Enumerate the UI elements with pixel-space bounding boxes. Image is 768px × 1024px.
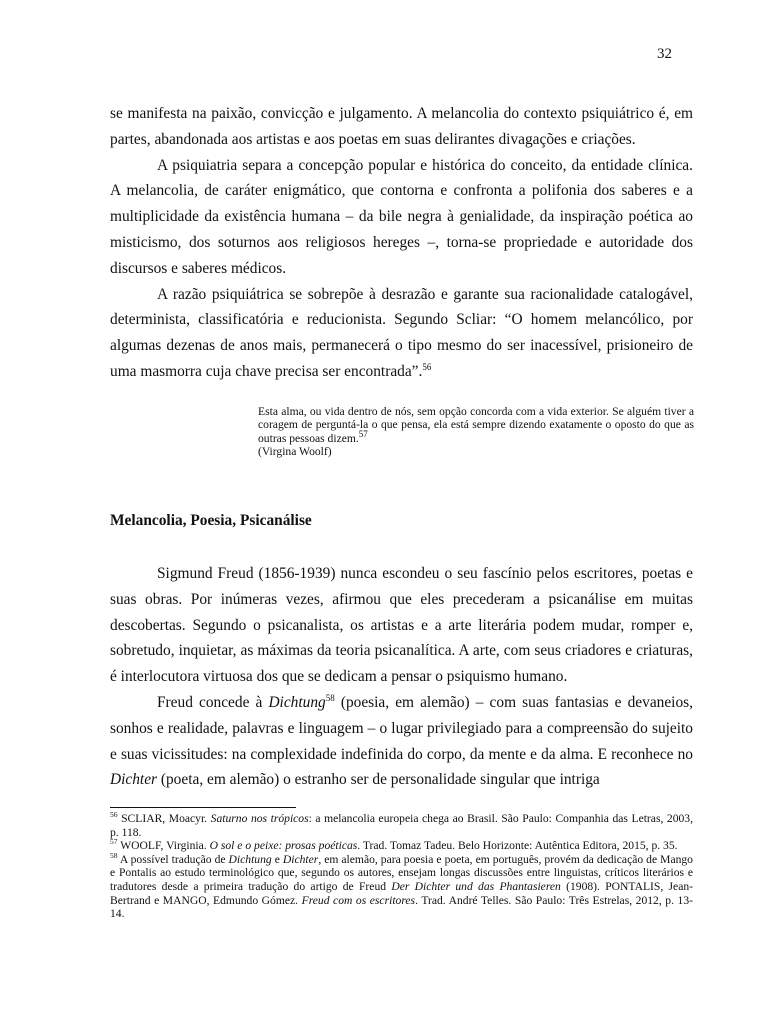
paragraph-continuation: se manifesta na paixão, convicção e julgamento. A melancolia do contexto psiquiátrico é, em partes, abandonada aos artistas e aos poetas em suas delirantes divagações e criações. bbox=[110, 105, 693, 148]
paragraph-psiquiatria: A psiquiatria separa a concepção popular e histórica do conceito, da entidade clínica. A melancolia, de caráter enigmático, que contorna e confronta a polifonia dos saberes e a multiplicidade da existência humana – da bile negra à genialidade, da inspiração poética ao misticismo, dos soturnos aos religiosos hereges –, torna-se propriedade e autoridade dos discursos e saberes médicos. bbox=[110, 156, 693, 277]
body-text-top bbox=[110, 101, 693, 385]
block-quote-attribution: (Virgina Woolf) bbox=[258, 445, 332, 459]
footnotes bbox=[110, 812, 693, 921]
footnote-58-text-e: . Trad. André Telles. São Paulo: Três Estrelas, 2012, p. 13-14. bbox=[110, 893, 693, 921]
footnote-56 bbox=[110, 812, 693, 839]
paragraph-freud-dichtung bbox=[110, 690, 693, 793]
body-text-section bbox=[110, 561, 693, 793]
footnote-ref-58[interactable]: 58 bbox=[325, 692, 335, 703]
footnote-58-term-dichtung: Dichtung bbox=[228, 852, 272, 866]
footnote-57-title: O sol e o peixe: prosas poéticas bbox=[209, 839, 358, 853]
footnote-58-text-b: e bbox=[271, 852, 283, 866]
footnote-ref-56[interactable]: 56 bbox=[422, 361, 432, 372]
footnote-56-number: 56 bbox=[110, 810, 118, 820]
block-quote bbox=[258, 405, 694, 459]
footnote-56-title: Saturno nos trópicos bbox=[210, 812, 309, 825]
paragraph-freud-dichtung-c: (poeta, em alemão) o estranho ser de personalidade singular que intriga bbox=[157, 771, 600, 789]
footnote-ref-57[interactable]: 57 bbox=[358, 428, 368, 439]
footnote-58-text-d: (1908). PONTALIS, Jean-Bertrand e MANGO, Edmundo Gómez. bbox=[110, 879, 693, 907]
term-dichter: Dichter bbox=[110, 771, 158, 789]
footnote-57 bbox=[110, 839, 693, 853]
section-title: Melancolia, Poesia, Psicanálise bbox=[110, 512, 312, 529]
paragraph-freud-dichtung-b: (poesia, em alemão) – com suas fantasias e devaneios, sonhos e realidade, palavras e linguagem – o lugar privilegiado para a compreensão do sujeito e suas vicissitudes: na complexidade indefinida do corpo, da mente e da alma. E reconhece no bbox=[110, 693, 693, 763]
footnote-57-details: . Trad. Tomaz Tadeu. Belo Horizonte: Autêntica Editora, 2015, p. 35. bbox=[357, 839, 678, 853]
footnote-58 bbox=[110, 850, 693, 921]
footnote-58-term-dichter: Dichter bbox=[282, 852, 319, 866]
footnote-56-details: : a melancolia europeia chega ao Brasil. São Paulo: Companhia das Letras, 2003, p. 118. bbox=[110, 812, 694, 839]
footnote-57-number: 57 bbox=[110, 837, 118, 847]
term-dichtung: Dichtung bbox=[268, 693, 326, 711]
footnote-58-book-title: Freud com os escritores bbox=[301, 893, 416, 907]
page-number: 32 bbox=[657, 46, 672, 62]
footnote-separator bbox=[110, 807, 296, 808]
paragraph-razao-text: A razão psiquiátrica se sobrepõe à desrazão e garante sua racionalidade catalogável, determinista, classificatória e reducionista. Segundo Scliar: “O homem melancólico, por algumas dezenas de anos mais, permanecerá o tipo mesmo do ser inacessível, prisioneiro de uma masmorra cuja chave precisa ser encontrada”. bbox=[110, 285, 693, 380]
paragraph-freud-dichtung-a: Freud concede à bbox=[157, 693, 269, 711]
footnote-56-author: SCLIAR, Moacyr. bbox=[117, 812, 211, 825]
footnote-58-number: 58 bbox=[110, 850, 118, 860]
block-quote-text: Esta alma, ou vida dentro de nós, sem opção concorda com a vida exterior. Se alguém tiver a coragem de perguntá-la o que pensa, ela está sempre dizendo exatamente o oposto do que as outras pessoas dizem. bbox=[258, 405, 694, 445]
footnote-58-text-a: A possível tradução de bbox=[117, 852, 229, 866]
paragraph-razao bbox=[110, 282, 693, 385]
footnote-58-article-title: Der Dichter und das Phantasieren bbox=[391, 879, 561, 893]
footnote-58-text-c: , em alemão, para poesia e poeta, em português, provém da dedicação de Mango e Pontalis ao estudo terminológico que, segundo os autores, ensejam longas discussões entre linguistas, críticos literários e tradutores desde a primeira tradução do artigo de Freud bbox=[110, 852, 693, 893]
footnote-57-author: WOOLF, Virginia. bbox=[117, 839, 210, 853]
paragraph-freud-fascinio: Sigmund Freud (1856-1939) nunca escondeu o seu fascínio pelos escritores, poetas e suas obras. Por inúmeras vezes, afirmou que eles precederam a psicanálise em muitas descobertas. Segundo o psicanalista, os artistas e a arte literária podem mudar, romper e, sobretudo, inquietar, as máximas da teoria psicanalítica. A arte, com seus criadores e criaturas, é interlocutora virtuosa dos que se dedicam a pensar o psiquismo humano. bbox=[110, 565, 693, 686]
